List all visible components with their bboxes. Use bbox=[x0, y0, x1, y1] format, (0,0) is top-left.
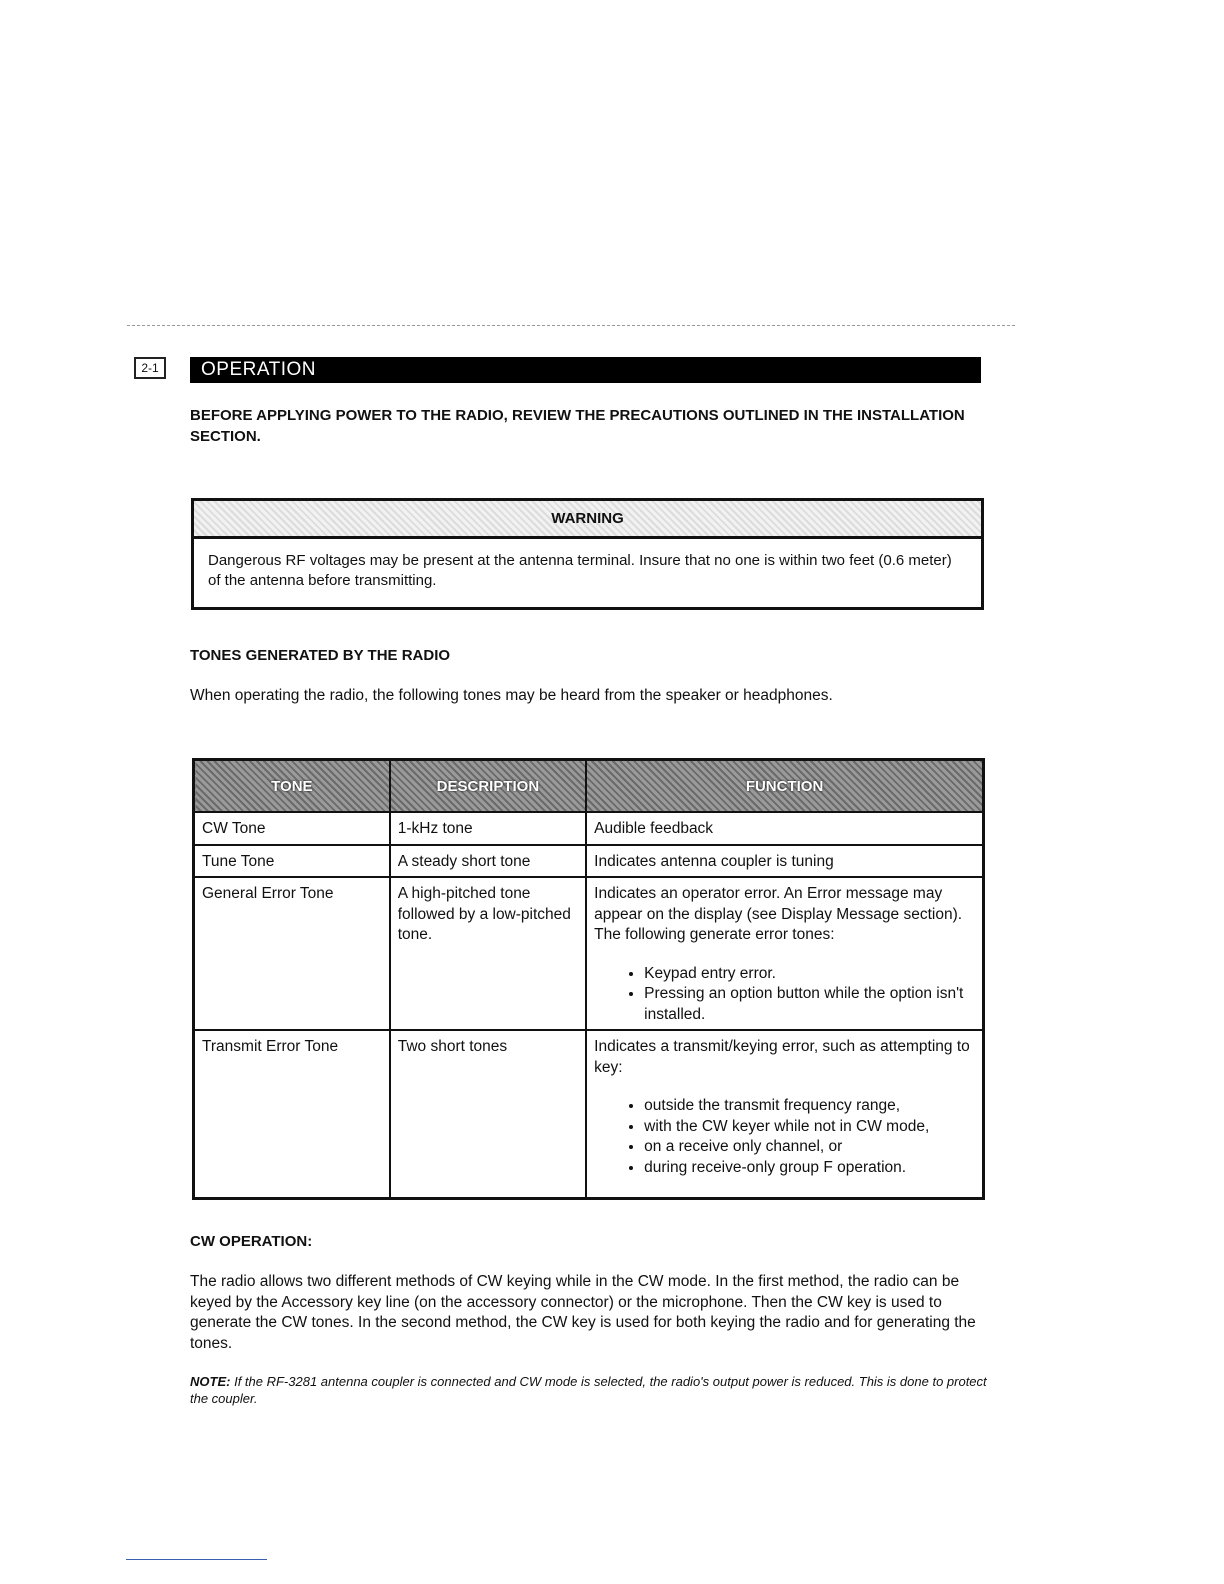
function-bullet: • Pressing an option button while the option isn't installed. bbox=[644, 984, 976, 1025]
tone-cell: General Error Tone bbox=[194, 877, 390, 1030]
function-bullet-list bbox=[594, 1096, 976, 1178]
cw-text: The radio allows two different methods of CW keying while in the CW mode. In the first method, the radio can be keyed by the Accessory key line (on the accessory connector) or the microphone. Then the CW key is used to generate the CW tones. In the second method, the CW key is used for both keying the radio and for generating the tones. bbox=[190, 1273, 976, 1352]
function-cell bbox=[586, 877, 983, 1030]
note bbox=[190, 1373, 990, 1407]
section-title: OPERATION bbox=[201, 359, 316, 380]
tones-table bbox=[192, 758, 985, 1200]
table-row bbox=[194, 1030, 984, 1198]
description-cell: A steady short tone bbox=[390, 845, 586, 878]
function-cell bbox=[586, 845, 983, 878]
bottom-rule bbox=[126, 1559, 267, 1560]
function-text: Indicates an operator error. An Error message may appear on the display (see Display Message section). The following generate error tones: bbox=[594, 885, 963, 943]
tone-cell: Tune Tone bbox=[194, 845, 390, 878]
description-cell: Two short tones bbox=[390, 1030, 586, 1198]
warning-header bbox=[194, 501, 981, 539]
function-bullet: • outside the transmit frequency range, bbox=[644, 1096, 976, 1117]
precaution-text: BEFORE APPLYING POWER TO THE RADIO, REVIEW THE PRECAUTIONS OUTLINED IN THE INSTALLATION SECTION. bbox=[190, 407, 965, 445]
table-row bbox=[194, 877, 984, 1030]
warning-title: WARNING bbox=[551, 510, 624, 527]
cw-heading: CW OPERATION: bbox=[190, 1233, 313, 1250]
function-text: Audible feedback bbox=[594, 820, 714, 837]
function-bullet: • during receive-only group F operation. bbox=[644, 1158, 976, 1179]
header-description: DESCRIPTION bbox=[390, 760, 586, 813]
table-header-row bbox=[194, 760, 984, 813]
page-number: 2-1 bbox=[134, 357, 166, 379]
function-bullet: • on a receive only channel, or bbox=[644, 1137, 976, 1158]
function-bullet: • Keypad entry error. bbox=[644, 964, 976, 985]
note-text: If the RF-3281 antenna coupler is connected and CW mode is selected, the radio's output power is reduced. This is done to protect the coupler. bbox=[190, 1374, 987, 1406]
note-label: NOTE: bbox=[190, 1374, 231, 1389]
description-cell: A high-pitched tone followed by a low-pitched tone. bbox=[390, 877, 586, 1030]
section-title-bar bbox=[190, 357, 981, 383]
function-text: Indicates a transmit/keying error, such as attempting to key: bbox=[594, 1038, 970, 1076]
tones-heading: TONES GENERATED BY THE RADIO bbox=[190, 647, 451, 664]
function-bullet: • with the CW keyer while not in CW mode, bbox=[644, 1117, 976, 1138]
function-text: Indicates antenna coupler is tuning bbox=[594, 852, 834, 870]
header-function: FUNCTION bbox=[586, 760, 983, 813]
function-cell bbox=[586, 812, 983, 845]
function-cell bbox=[586, 1030, 983, 1198]
function-bullet-list bbox=[594, 964, 976, 1026]
header-tone: TONE bbox=[194, 760, 390, 813]
top-rule bbox=[127, 325, 1015, 326]
warning-box bbox=[191, 498, 984, 610]
tones-intro: When operating the radio, the following tones may be heard from the speaker or headphones. bbox=[190, 687, 833, 704]
warning-text: Dangerous RF voltages may be present at the antenna terminal. Insure that no one is within two feet (0.6 meter) of the antenna before transmitting. bbox=[208, 552, 952, 589]
description-cell: 1-kHz tone bbox=[390, 812, 586, 845]
tone-cell: Transmit Error Tone bbox=[194, 1030, 390, 1198]
table-row bbox=[194, 845, 984, 878]
tone-cell: CW Tone bbox=[194, 812, 390, 845]
table-row bbox=[194, 812, 984, 845]
